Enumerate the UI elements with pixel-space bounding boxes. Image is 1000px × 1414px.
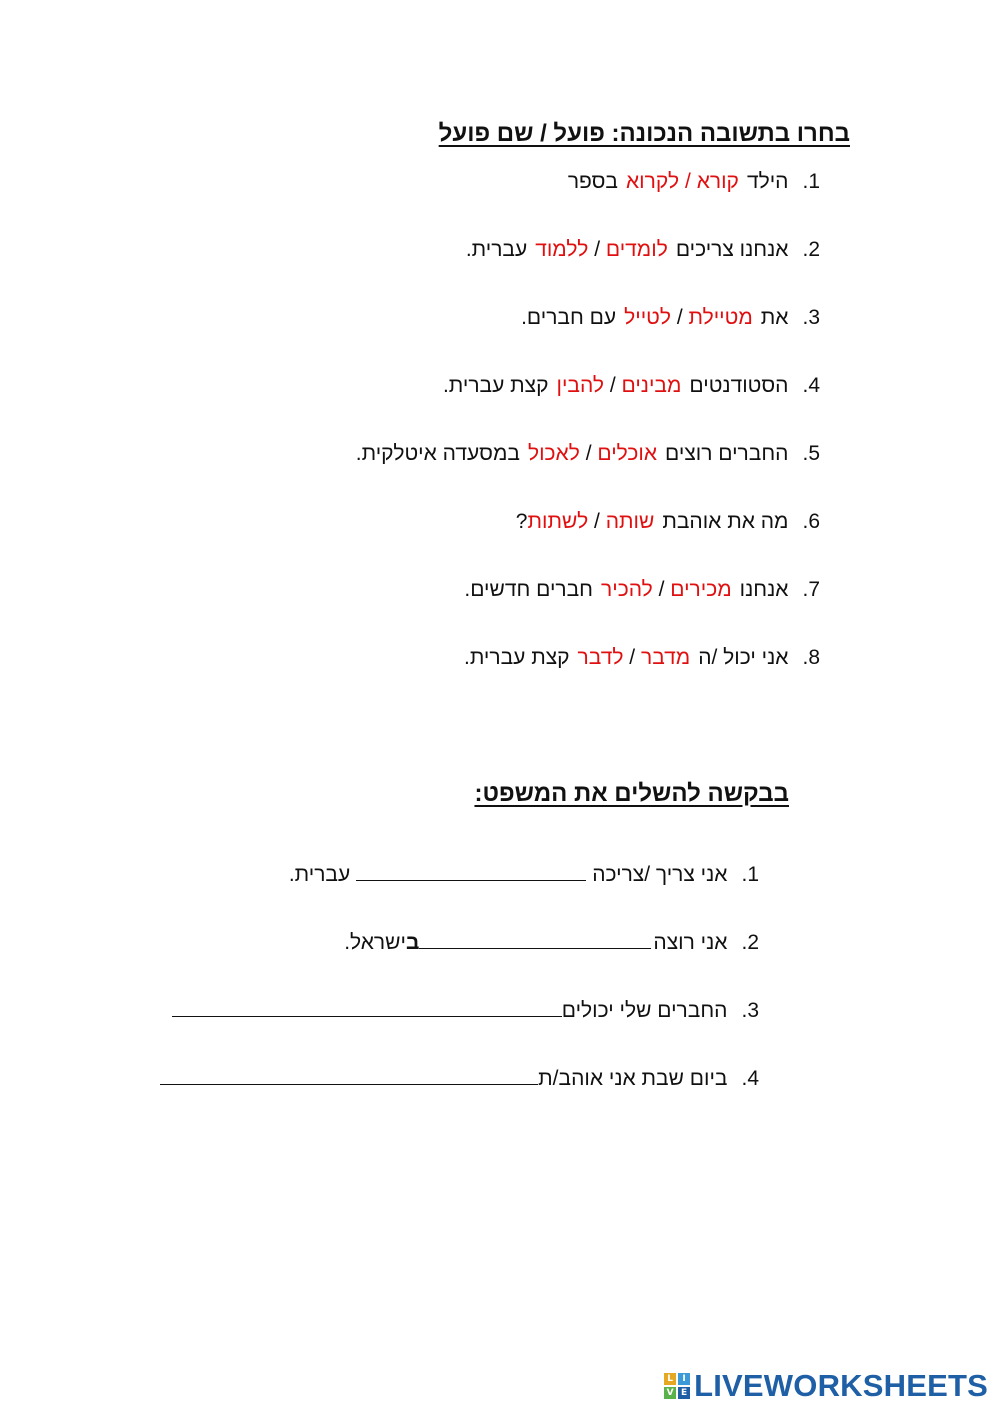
sentence-text-before: אני צריך /צריכה <box>592 863 728 886</box>
answer-blank[interactable] <box>419 926 651 949</box>
option-separator: / <box>579 442 598 465</box>
option-infinitive[interactable]: לשתות <box>527 510 589 533</box>
question-2 <box>466 238 820 262</box>
answer-blank[interactable] <box>160 1062 538 1085</box>
sentence-text-before: החברים שלי יכולים <box>561 999 728 1022</box>
option-infinitive[interactable]: להכיר <box>601 578 653 601</box>
question-number: 3. <box>802 306 820 329</box>
section1-title: בחרו בתשובה הנכונה: פועל / שם פועל <box>438 120 850 147</box>
option-verb[interactable]: מבינים <box>621 374 682 397</box>
logo-grid-cell: V <box>664 1387 676 1399</box>
fill-sentence-4 <box>160 1062 759 1091</box>
fill-sentence-1 <box>289 858 759 887</box>
sentence-text-before: אני רוצה <box>653 931 728 954</box>
question-number: 2. <box>802 238 820 261</box>
sentence-text-before: ביום שבת אני אוהב/ת <box>538 1067 728 1090</box>
question-number: 7. <box>802 578 820 601</box>
question-text-after: קצת עברית. <box>442 374 549 397</box>
option-separator: / <box>623 646 641 669</box>
question-5 <box>356 442 820 466</box>
option-infinitive[interactable]: לאכול <box>527 442 580 465</box>
option-verb[interactable]: קורא <box>696 170 739 193</box>
logo-grid-cell: I <box>678 1373 690 1385</box>
logo-grid-cell: L <box>664 1373 676 1385</box>
question-number: 4. <box>802 374 820 397</box>
sentence-bold-prefix: ב <box>405 931 420 954</box>
liveworksheets-logo[interactable] <box>664 1368 988 1404</box>
option-separator: / <box>588 510 606 533</box>
question-number: 6. <box>802 510 820 533</box>
fill-sentence-3 <box>172 994 759 1023</box>
question-4 <box>443 374 820 398</box>
sentence-text-after: עברית. <box>288 863 351 886</box>
question-text-after: ? <box>515 510 528 533</box>
option-verb[interactable]: שותה <box>605 510 655 533</box>
sentence-number: 4. <box>741 1067 759 1090</box>
option-verb[interactable]: לומדים <box>605 238 668 261</box>
question-text-before: את <box>760 306 789 329</box>
question-1 <box>568 170 820 194</box>
option-verb[interactable]: מכירים <box>670 578 732 601</box>
option-infinitive[interactable]: לטייל <box>624 306 671 329</box>
question-6 <box>516 510 820 534</box>
option-separator: / <box>588 238 606 261</box>
answer-blank[interactable] <box>172 994 562 1017</box>
question-3 <box>521 306 820 330</box>
question-text-after: עם חברים. <box>521 306 617 329</box>
option-separator: / <box>670 306 689 329</box>
question-text-before: החברים רוצים <box>665 442 789 465</box>
question-text-after: במסעדה איטלקית. <box>355 442 520 465</box>
answer-blank[interactable] <box>356 858 586 881</box>
sentence-number: 3. <box>741 999 759 1022</box>
question-text-before: הסטודנטים <box>689 374 789 397</box>
option-infinitive[interactable]: להבין <box>556 374 604 397</box>
fill-sentence-2 <box>344 926 759 955</box>
sentence-number: 1. <box>741 863 759 886</box>
question-text-before: אנחנו <box>739 578 789 601</box>
option-verb[interactable]: מטיילת <box>688 306 753 329</box>
question-text-after: קצת עברית. <box>463 646 570 669</box>
section2-title: בבקשה להשלים את המשפט: <box>474 780 789 807</box>
question-text-before: אני יכול /ה <box>698 646 789 669</box>
logo-grid-cell: E <box>678 1387 690 1399</box>
question-8 <box>464 646 820 670</box>
question-number: 1. <box>802 170 820 193</box>
question-text-after: בספר <box>567 170 618 193</box>
question-number: 8. <box>802 646 820 669</box>
sentence-text-after: ישראל. <box>344 931 406 954</box>
question-text-before: הילד <box>746 170 789 193</box>
logo-grid-icon <box>664 1373 690 1399</box>
option-infinitive[interactable]: לדבר <box>577 646 624 669</box>
option-infinitive[interactable]: ללמוד <box>535 238 589 261</box>
option-separator: / <box>652 578 671 601</box>
question-number: 5. <box>802 442 820 465</box>
question-text-after: עברית. <box>465 238 528 261</box>
question-text-after: חברים חדשים. <box>464 578 594 601</box>
question-7 <box>464 578 820 602</box>
option-separator: / <box>679 170 697 193</box>
question-text-before: אנחנו צריכים <box>675 238 789 261</box>
question-text-before: מה את אוהבת <box>662 510 789 533</box>
sentence-number: 2. <box>741 931 759 954</box>
logo-text: LIVEWORKSHEETS <box>694 1368 988 1403</box>
option-infinitive[interactable]: לקרוא <box>626 170 680 193</box>
option-verb[interactable]: אוכלים <box>597 442 658 465</box>
option-verb[interactable]: מדבר <box>640 646 691 669</box>
option-separator: / <box>604 374 622 397</box>
